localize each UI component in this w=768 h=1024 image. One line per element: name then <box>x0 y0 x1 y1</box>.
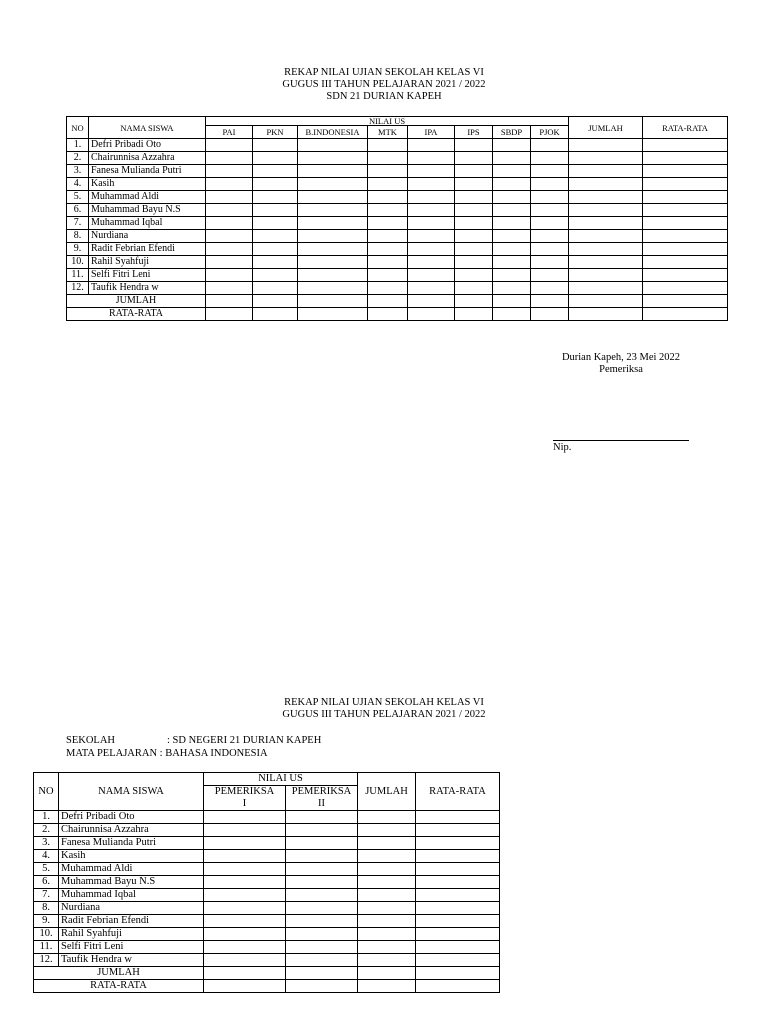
grade-cell <box>298 152 368 165</box>
grade-cell <box>493 269 531 282</box>
table-row <box>67 269 728 282</box>
grade-cell <box>253 191 298 204</box>
signature-line <box>553 440 689 441</box>
school-value: : SD NEGERI 21 DURIAN KAPEH <box>167 735 322 746</box>
student-number: 9. <box>67 243 89 256</box>
grade-cell <box>531 204 569 217</box>
table-row <box>67 165 728 178</box>
grade-cell <box>253 269 298 282</box>
grade-cell <box>643 191 728 204</box>
grade-cell <box>643 243 728 256</box>
grade-cell <box>408 165 455 178</box>
grade-cell <box>204 941 286 954</box>
grade-cell <box>416 915 500 928</box>
grade-cell <box>204 811 286 824</box>
grade-cell <box>455 256 493 269</box>
grade-cell <box>531 139 569 152</box>
grade-cell <box>368 204 408 217</box>
subject-header: PJOK <box>531 126 569 139</box>
grade-cell <box>253 282 298 295</box>
grade-cell <box>206 269 253 282</box>
student-name: Kasih <box>59 850 204 863</box>
grade-cell <box>206 217 253 230</box>
grade-cell <box>286 876 358 889</box>
grade-cell <box>206 139 253 152</box>
school-key: SEKOLAH <box>66 735 115 746</box>
grade-cell <box>569 256 643 269</box>
grade-cell <box>286 850 358 863</box>
grade-cell <box>493 139 531 152</box>
grade-cell <box>531 243 569 256</box>
col-no-header: NO <box>34 773 59 811</box>
student-number: 3. <box>34 837 59 850</box>
student-number: 6. <box>34 876 59 889</box>
sheet1-grade-table <box>66 116 728 321</box>
grade-cell <box>206 204 253 217</box>
grade-cell <box>643 204 728 217</box>
grade-cell <box>408 243 455 256</box>
grade-cell <box>569 178 643 191</box>
student-name: Radit Febrian Efendi <box>59 915 204 928</box>
grade-cell <box>253 230 298 243</box>
table-row <box>67 139 728 152</box>
grade-cell <box>358 811 416 824</box>
grade-cell <box>253 243 298 256</box>
student-number: 12. <box>67 282 89 295</box>
grade-cell <box>298 282 368 295</box>
grade-cell <box>408 178 455 191</box>
table-row <box>67 282 728 295</box>
sheet1-title-line: GUGUS III TAHUN PELAJARAN 2021 / 2022 <box>282 79 486 90</box>
student-name: Taufik Hendra w <box>59 954 204 967</box>
student-number: 5. <box>34 863 59 876</box>
student-name: Kasih <box>89 178 206 191</box>
subject-header: PKN <box>253 126 298 139</box>
grade-cell <box>643 178 728 191</box>
grade-cell <box>416 928 500 941</box>
grade-cell <box>286 902 358 915</box>
total-row-label: JUMLAH <box>34 967 204 980</box>
grade-cell <box>569 165 643 178</box>
student-name: Fanesa Mulianda Putri <box>89 165 206 178</box>
sheet2-info <box>66 734 321 760</box>
grade-cell <box>286 954 358 967</box>
grade-cell <box>643 139 728 152</box>
grade-cell <box>298 217 368 230</box>
grade-cell <box>643 217 728 230</box>
grade-cell <box>204 824 286 837</box>
grade-cell <box>493 256 531 269</box>
student-number: 12. <box>34 954 59 967</box>
grade-cell <box>569 191 643 204</box>
grade-cell <box>493 178 531 191</box>
grade-cell <box>416 941 500 954</box>
grade-cell <box>408 204 455 217</box>
sheet1-title <box>0 67 768 103</box>
table-row <box>67 178 728 191</box>
grade-cell <box>408 230 455 243</box>
grade-cell <box>206 152 253 165</box>
student-number: 4. <box>34 850 59 863</box>
grade-cell <box>368 178 408 191</box>
student-number: 6. <box>67 204 89 217</box>
grade-cell <box>416 811 500 824</box>
student-number: 10. <box>67 256 89 269</box>
grade-cell <box>206 191 253 204</box>
grade-cell <box>298 204 368 217</box>
student-number: 11. <box>67 269 89 282</box>
signature-role: Pemeriksa <box>599 364 643 375</box>
grade-cell <box>531 217 569 230</box>
grade-cell <box>493 230 531 243</box>
grade-cell <box>368 152 408 165</box>
grade-cell <box>298 243 368 256</box>
grade-cell <box>408 139 455 152</box>
grade-cell <box>206 178 253 191</box>
student-number: 4. <box>67 178 89 191</box>
grade-cell <box>408 256 455 269</box>
student-name: Muhammad Iqbal <box>89 217 206 230</box>
grade-cell <box>298 269 368 282</box>
sheet2-grade-table <box>33 772 500 993</box>
grade-cell <box>286 915 358 928</box>
subject-header: SBDP <box>493 126 531 139</box>
student-name: Rahil Syahfuji <box>89 256 206 269</box>
grade-cell <box>298 178 368 191</box>
subject-header: PAI <box>206 126 253 139</box>
average-row-label: RATA-RATA <box>34 980 204 993</box>
signature-place-date: Durian Kapeh, 23 Mei 2022 <box>561 352 681 363</box>
grade-cell <box>408 152 455 165</box>
grade-cell <box>204 902 286 915</box>
student-name: Nurdiana <box>59 902 204 915</box>
table-row <box>34 889 500 902</box>
student-name: Selfi Fitri Leni <box>89 269 206 282</box>
subject-header: B.INDONESIA <box>298 126 368 139</box>
table-row <box>67 230 728 243</box>
student-number: 8. <box>34 902 59 915</box>
table-row <box>34 941 500 954</box>
grade-cell <box>455 230 493 243</box>
grade-cell <box>358 824 416 837</box>
grade-cell <box>368 282 408 295</box>
examiner-1-header: PEMERIKSA I <box>204 786 286 811</box>
grade-cell <box>569 139 643 152</box>
student-name: Defri Pribadi Oto <box>59 811 204 824</box>
table-row <box>34 954 500 967</box>
grade-cell <box>531 178 569 191</box>
grade-cell <box>455 165 493 178</box>
table-row <box>67 256 728 269</box>
grade-cell <box>253 217 298 230</box>
grade-cell <box>493 191 531 204</box>
grade-cell <box>531 269 569 282</box>
grade-cell <box>455 269 493 282</box>
grade-cell <box>531 256 569 269</box>
grade-cell <box>455 139 493 152</box>
examiner-2-header: PEMERIKSA II <box>286 786 358 811</box>
table-row <box>34 850 500 863</box>
grade-cell <box>204 850 286 863</box>
grade-cell <box>204 928 286 941</box>
grade-cell <box>253 178 298 191</box>
grade-cell <box>493 152 531 165</box>
grade-cell <box>569 204 643 217</box>
student-number: 2. <box>67 152 89 165</box>
grade-cell <box>298 256 368 269</box>
student-name: Muhammad Aldi <box>89 191 206 204</box>
student-number: 7. <box>34 889 59 902</box>
grade-cell <box>206 230 253 243</box>
grade-cell <box>286 811 358 824</box>
nilai-us-header: NILAI US <box>206 117 569 126</box>
student-number: 1. <box>67 139 89 152</box>
grade-cell <box>368 256 408 269</box>
grade-cell <box>408 282 455 295</box>
average-row-label: RATA-RATA <box>67 308 206 321</box>
nip-label: Nip. <box>553 442 572 453</box>
subject-header: MTK <box>368 126 408 139</box>
grade-cell <box>455 204 493 217</box>
grade-cell <box>531 230 569 243</box>
grade-cell <box>408 217 455 230</box>
grade-cell <box>416 824 500 837</box>
grade-cell <box>358 941 416 954</box>
grade-cell <box>643 282 728 295</box>
grade-cell <box>416 954 500 967</box>
table-row <box>34 876 500 889</box>
grade-cell <box>455 282 493 295</box>
grade-cell <box>643 269 728 282</box>
grade-cell <box>455 217 493 230</box>
grade-cell <box>298 230 368 243</box>
grade-cell <box>416 902 500 915</box>
student-name: Chairunnisa Azzahra <box>89 152 206 165</box>
student-name: Muhammad Bayu N.S <box>89 204 206 217</box>
grade-cell <box>358 889 416 902</box>
grade-cell <box>368 243 408 256</box>
grade-cell <box>298 139 368 152</box>
table-row <box>67 152 728 165</box>
student-name: Taufik Hendra w <box>89 282 206 295</box>
grade-cell <box>368 230 408 243</box>
col-name-header: NAMA SISWA <box>59 773 204 811</box>
grade-cell <box>408 191 455 204</box>
grade-cell <box>455 178 493 191</box>
grade-cell <box>643 256 728 269</box>
grade-cell <box>368 191 408 204</box>
grade-cell <box>253 139 298 152</box>
grade-cell <box>206 282 253 295</box>
grade-cell <box>253 165 298 178</box>
subject-value: : BAHASA INDONESIA <box>159 748 268 759</box>
grade-cell <box>253 204 298 217</box>
subject-header: IPS <box>455 126 493 139</box>
student-name: Muhammad Iqbal <box>59 889 204 902</box>
student-number: 11. <box>34 941 59 954</box>
subject-header: IPA <box>408 126 455 139</box>
grade-cell <box>298 191 368 204</box>
total-row-label: JUMLAH <box>67 295 206 308</box>
grade-cell <box>643 230 728 243</box>
student-number: 7. <box>67 217 89 230</box>
table-row <box>67 243 728 256</box>
grade-cell <box>358 850 416 863</box>
student-name: Fanesa Mulianda Putri <box>59 837 204 850</box>
col-name-header: NAMA SISWA <box>89 117 206 139</box>
grade-cell <box>298 165 368 178</box>
grade-cell <box>493 217 531 230</box>
sheet2-title-line: GUGUS III TAHUN PELAJARAN 2021 / 2022 <box>282 709 486 720</box>
table-row <box>34 902 500 915</box>
grade-cell <box>286 863 358 876</box>
student-number: 2. <box>34 824 59 837</box>
grade-cell <box>253 152 298 165</box>
student-name: Radit Febrian Efendi <box>89 243 206 256</box>
student-name: Nurdiana <box>89 230 206 243</box>
grade-cell <box>358 915 416 928</box>
grade-cell <box>416 850 500 863</box>
student-name: Muhammad Bayu N.S <box>59 876 204 889</box>
student-name: Defri Pribadi Oto <box>89 139 206 152</box>
grade-cell <box>204 915 286 928</box>
table-row <box>34 811 500 824</box>
grade-cell <box>358 876 416 889</box>
grade-cell <box>368 269 408 282</box>
sheet1-title-line: SDN 21 DURIAN KAPEH <box>326 91 442 102</box>
sheet2-title <box>0 697 768 721</box>
grade-cell <box>531 191 569 204</box>
grade-cell <box>204 837 286 850</box>
grade-cell <box>286 837 358 850</box>
student-number: 10. <box>34 928 59 941</box>
student-number: 9. <box>34 915 59 928</box>
grade-cell <box>569 243 643 256</box>
table-row <box>67 204 728 217</box>
nilai-us-header: NILAI US <box>204 773 358 786</box>
student-name: Selfi Fitri Leni <box>59 941 204 954</box>
grade-cell <box>204 954 286 967</box>
grade-cell <box>358 863 416 876</box>
table-row <box>67 217 728 230</box>
grade-cell <box>569 217 643 230</box>
grade-cell <box>531 152 569 165</box>
grade-cell <box>416 837 500 850</box>
grade-cell <box>416 876 500 889</box>
grade-cell <box>455 243 493 256</box>
grade-cell <box>493 282 531 295</box>
sheet2-title-line: REKAP NILAI UJIAN SEKOLAH KELAS VI <box>284 697 484 708</box>
grade-cell <box>358 837 416 850</box>
col-avg-header: RATA-RATA <box>416 773 500 811</box>
grade-cell <box>206 243 253 256</box>
student-number: 3. <box>67 165 89 178</box>
grade-cell <box>493 165 531 178</box>
student-number: 1. <box>34 811 59 824</box>
table-row <box>34 837 500 850</box>
table-row <box>67 191 728 204</box>
grade-cell <box>286 941 358 954</box>
grade-cell <box>569 230 643 243</box>
grade-cell <box>408 269 455 282</box>
grade-cell <box>368 217 408 230</box>
student-number: 8. <box>67 230 89 243</box>
grade-cell <box>358 954 416 967</box>
grade-cell <box>286 824 358 837</box>
grade-cell <box>358 902 416 915</box>
grade-cell <box>569 152 643 165</box>
col-no-header: NO <box>67 117 89 139</box>
grade-cell <box>286 928 358 941</box>
col-total-header: JUMLAH <box>358 773 416 811</box>
student-number: 5. <box>67 191 89 204</box>
grade-cell <box>368 139 408 152</box>
grade-cell <box>569 269 643 282</box>
grade-cell <box>253 256 298 269</box>
grade-cell <box>416 889 500 902</box>
subject-key: MATA PELAJARAN <box>66 748 158 759</box>
col-total-header: JUMLAH <box>569 117 643 139</box>
grade-cell <box>643 152 728 165</box>
student-name: Rahil Syahfuji <box>59 928 204 941</box>
table-row <box>34 928 500 941</box>
grade-cell <box>416 863 500 876</box>
grade-cell <box>358 928 416 941</box>
grade-cell <box>531 165 569 178</box>
table-row <box>34 824 500 837</box>
sheet1-title-line: REKAP NILAI UJIAN SEKOLAH KELAS VI <box>284 67 484 78</box>
grade-cell <box>368 165 408 178</box>
grade-cell <box>569 282 643 295</box>
grade-cell <box>286 889 358 902</box>
grade-cell <box>204 889 286 902</box>
grade-cell <box>206 256 253 269</box>
grade-cell <box>493 204 531 217</box>
table-row <box>34 863 500 876</box>
grade-cell <box>204 863 286 876</box>
grade-cell <box>531 282 569 295</box>
grade-cell <box>643 165 728 178</box>
grade-cell <box>206 165 253 178</box>
student-name: Chairunnisa Azzahra <box>59 824 204 837</box>
grade-cell <box>204 876 286 889</box>
grade-cell <box>455 191 493 204</box>
table-row <box>34 915 500 928</box>
col-avg-header: RATA-RATA <box>643 117 728 139</box>
grade-cell <box>493 243 531 256</box>
signature-block <box>550 352 692 376</box>
grade-cell <box>455 152 493 165</box>
student-name: Muhammad Aldi <box>59 863 204 876</box>
